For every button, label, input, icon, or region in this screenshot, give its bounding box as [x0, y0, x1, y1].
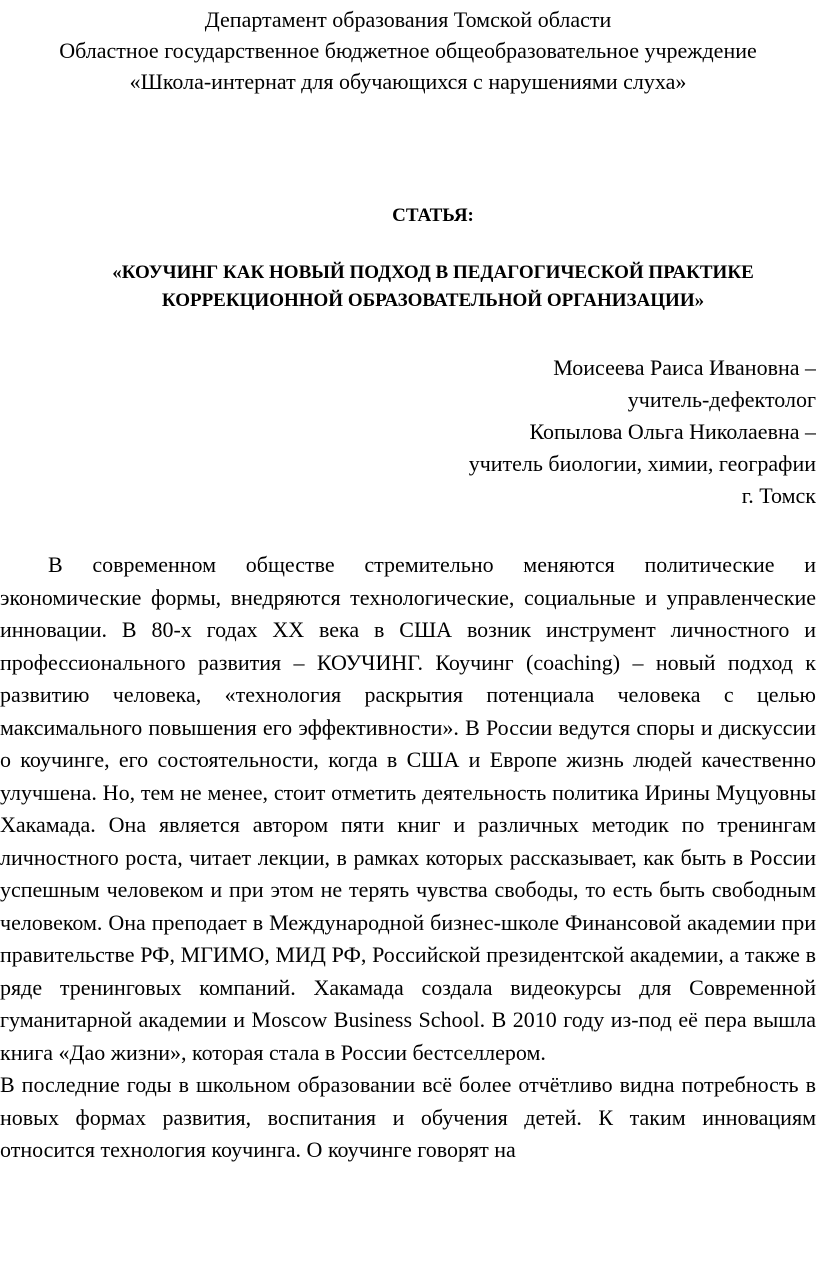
author-2-name: Копылова Ольга Николаевна –: [529, 419, 816, 444]
institution-type: Областное государственное бюджетное общеобразовательное учреждение: [59, 38, 757, 63]
article-title-line-2: КОРРЕКЦИОННОЙ ОБРАЗОВАТЕЛЬНОЙ ОРГАНИЗАЦИИ»: [161, 290, 705, 311]
body-paragraph-1: В современном обществе стремительно меняются политические и экономические формы, внедряются технологические, социальные и управленческие инновации. В 80-х годах XX века в США возник инструмент личностного и профессионального развития – КОУЧИНГ. Коучинг (coaching) – новый подход к развитию человека, «технология раскрытия потенциала человека с целью максимального повышения его эффективности». В России ведутся споры и дискуссии о коучинге, его состоятельности, когда в США и Европе жизнь людей качественно улучшена. Но, тем не менее, стоит отметить деятельность политика Ирины Муцуовны Хакамада. Она является автором пяти книг и различных методик по тренингам личностного роста, читает лекции, в рамках которых рассказывает, как быть в России успешным человеком и при этом не терять чувства свободы, то есть быть свободным человеком. Она преподает в Международной бизнес-школе Финансовой академии при правительстве РФ, МГИМО, МИД РФ, Российской президентской академии, а также в ряде тренинговых компаний. Хакамада создала видеокурсы для Современной гуманитарной академии и Moscow Business School. В 2010 году из-под её пера вышла книга «Дао жизни», которая стала в России бестселлером.: [0, 552, 816, 1065]
department-name: Департамент образования Томской области: [204, 7, 612, 32]
article-title: [0, 259, 816, 315]
city: г. Томск: [741, 483, 816, 508]
author-1-name: Моисеева Раиса Ивановна –: [553, 355, 816, 380]
article-title-line-1: «КОУЧИНГ КАК НОВЫЙ ПОДХОД В ПЕДАГОГИЧЕСКОЙ ПРАКТИКЕ: [112, 262, 754, 283]
section-label: СТАТЬЯ:: [392, 205, 474, 226]
body-paragraph-2: В последние годы в школьном образовании всё более отчётливо видна потребность в новых формах развития, воспитания и обучения детей. К таким инновациям относится технология коучинга. О коучинге говорят на: [0, 1072, 816, 1163]
authors-block: [0, 352, 816, 512]
document-header: [0, 4, 816, 97]
author-1-role: учитель-дефектолог: [627, 387, 816, 412]
author-2-role: учитель биологии, химии, географии: [468, 451, 816, 476]
institution-name: «Школа-интернат для обучающихся с нарушениями слуха»: [129, 69, 687, 94]
article-body: [0, 549, 816, 1167]
